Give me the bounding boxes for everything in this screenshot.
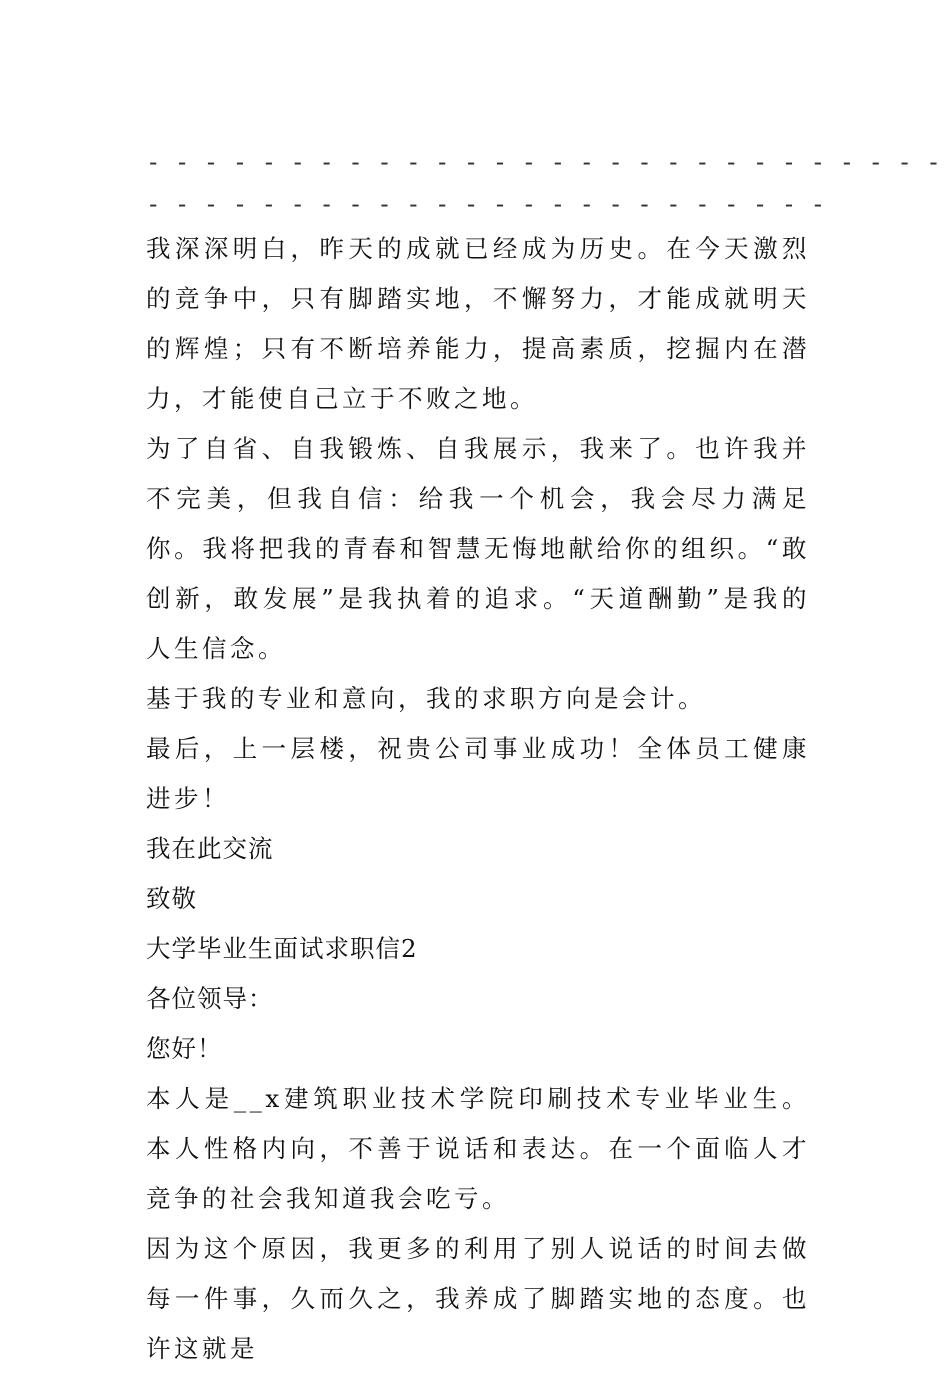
paragraph-job-direction: 基于我的专业和意向，我的求职方向是会计。 — [146, 684, 706, 713]
letter-greeting-leaders: 各位领导： — [146, 984, 274, 1013]
salutation-regards: 致敬 — [146, 884, 197, 913]
letter-title: 大学毕业生面试求职信2 — [146, 934, 418, 963]
paragraph-self-introduction: 本人是__x建筑职业技术学院印刷技术专业毕业生。本人性格内向，不善于说话和表达。在一个面临人才竞争的社会我知道我会吃亏。 — [146, 1084, 810, 1213]
separator-line: - - - - - - - - - - - - - - - - - - - - - - - - - - - - — [146, 148, 941, 176]
paragraph-achievement: 我深深明白，昨天的成就已经成为历史。在今天激烈的竞争中，只有脚踏实地，不懈努力，才能成就明天的辉煌；只有不断培养能力，提高素质，挖掘内在潜力，才能使自己立于不败之地。 — [146, 234, 810, 413]
paragraph-closing-wish: 最后，上一层楼，祝贵公司事业成功！全体员工健康进步！ — [146, 734, 810, 813]
paragraph-work-attitude: 因为这个原因，我更多的利用了别人说话的时间去做每一件事，久而久之，我养成了脚踏实地的态度。也许这就是 — [146, 1234, 810, 1363]
separator-line: - - - - - - - - - - - - - - - - - - - - - - - - — [146, 190, 826, 218]
document-page — [146, 140, 941, 1374]
paragraph-exchange: 我在此交流 — [146, 834, 274, 863]
paragraph-self-improvement: 为了自省、自我锻炼、自我展示，我来了。也许我并不完美，但我自信：给我一个机会，我会尽力满足你。我将把我的青春和智慧无悔地献给你的组织。“敢创新，敢发展”是我执着的追求。“天道酬勤”是我的人生信念。 — [146, 434, 810, 663]
letter-greeting-hello: 您好！ — [146, 1034, 223, 1063]
